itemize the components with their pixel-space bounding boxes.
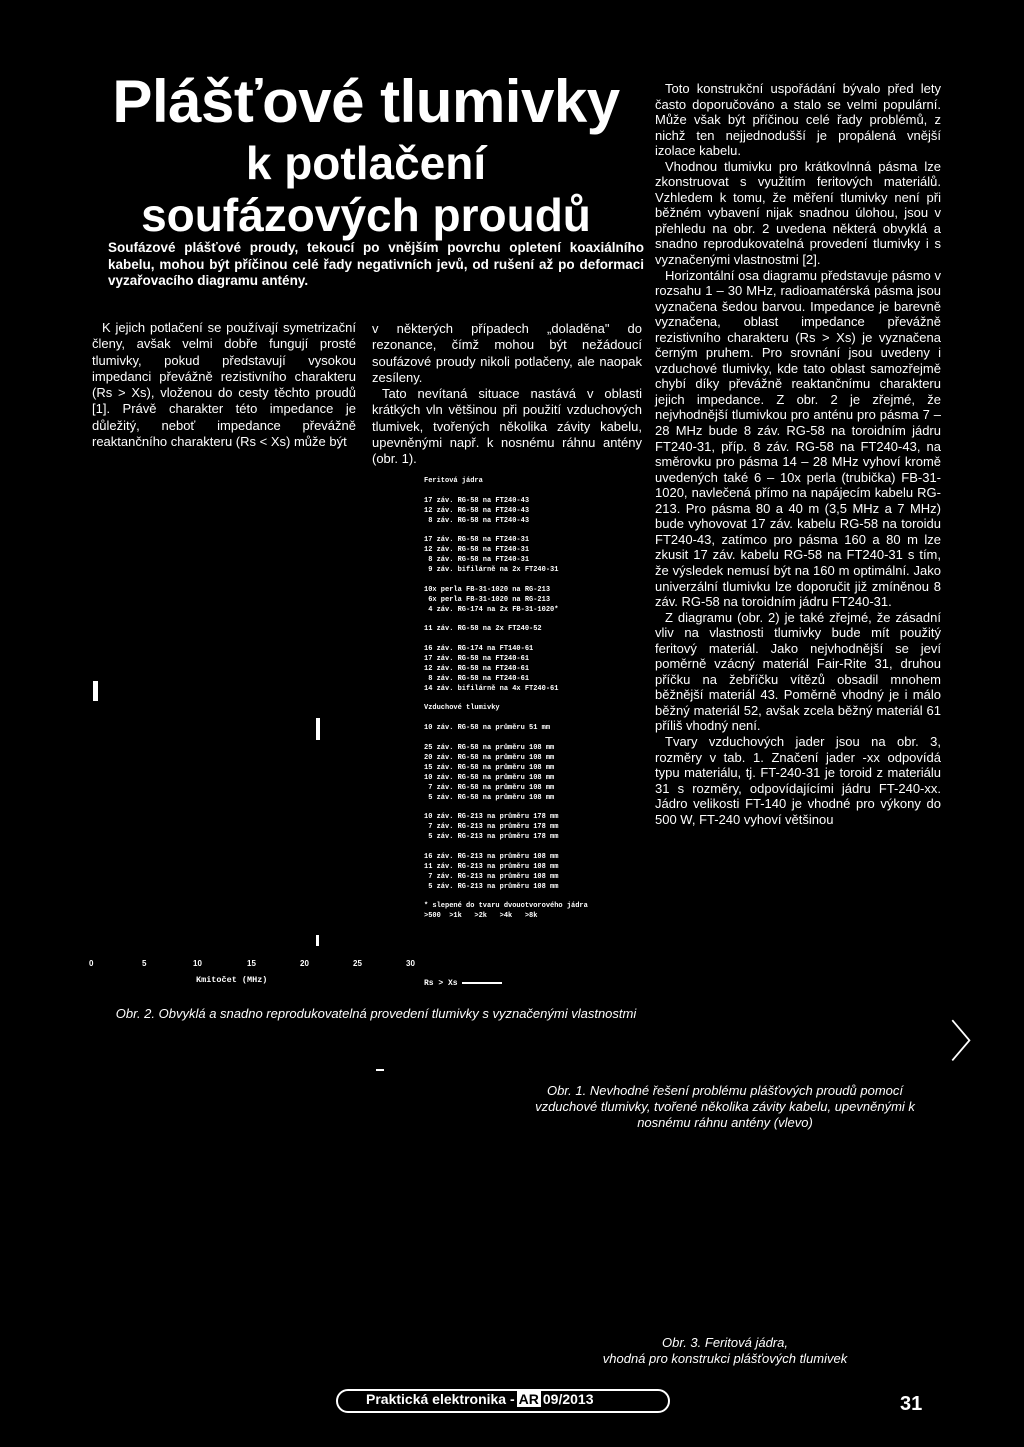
x-tick: 0: [89, 959, 94, 968]
issue-number: 09/2013: [542, 1391, 594, 1407]
chevron-right-icon: 〉: [950, 1018, 994, 1067]
legend-line: [424, 576, 654, 586]
legend-line: 14 záv. bifilárně na 4x FT240-61: [424, 684, 559, 693]
paragraph: Horizontální osa diagramu představuje pásmo v rozsahu 1 – 30 MHz, radioamatérská pásma jsou vyznačena šedou barvou. Impedance je barevně vyznačena, oblast impedance převážně rezistivního charakteru (Rs > Xs) je vyznačena černým pruhem. Pro srovnání jsou uvedeny i vzduchové tlumivky, kde tato oblast samozřejmě chybí díky převážně reaktančnímu charakteru jejich impedance. Z obr. 2 je zřejmé, že nejvhodnější tlumivkou pro anténu pro pásma 7 – 28 MHz bude 8 záv. RG-58 na toroidním jádru FT240-31, příp. 8 záv. RG-58 na FT240-43, na směrovku pro pásma 14 – 28 MHz vyhoví kromě uvedených také 6 – 10x perla (trubička) FB-31-1020, navlečená přímo na napájecím kabelu RG-213. Pro pásma 80 a 40 m (3,5 MHz a 7 MHz) bude vyhovovat 17 záv. kabelu RG-58 na toroidu FT240-43, zatímco pro pásma 160 a 80 m lze zkusit 17 záv. kabelu RG-58 na FT240-31 s tím, že výsledek nemusí být na 160 m optimální. Jako univerzální tlumivku lze doporučit již zmíněnou 8 záv. RG-58 na toroidním jádru FT240-31.: [655, 267, 941, 610]
magazine-ar: AR: [518, 1391, 539, 1407]
legend-line: [424, 695, 654, 705]
x-axis-label: Kmitočet (MHz): [196, 975, 268, 985]
legend-line: 8 záv. RG-58 na FT240-31: [424, 556, 530, 565]
legend-line: [424, 714, 654, 724]
paragraph: Z diagramu (obr. 2) je také zřejmé, že zásadní vliv na vlastnosti tlumivky bude mít použitý feritový materiál. Jako nejvhodnější se jeví poměrně vzácný materiál Fair-Rite 31, druhou příčku na žebříčku vítězů obsadil mnohem běžnější materiál 43. Poměrně vhodný je i málo běžný materiál 52, avšak zcela běžný materiál 61 příliš vhodný není.: [655, 609, 941, 734]
legend-line: 10x perla FB-31-1020 na RG-213: [424, 585, 551, 594]
caption-figure-1: Obr. 1. Nevhodné řešení problému plášťových proudů pomocí vzduchové tlumivky, tvořené několika závity kabelu, upevněnými k nosnému ráhnu antény (vlevo): [535, 1083, 915, 1130]
legend-line: 4 záv. RG-174 na 2x FB-31-1020*: [424, 605, 559, 614]
column-a: [92, 320, 356, 450]
legend-line: 25 záv. RG-58 na průměru 108 mm: [424, 744, 555, 753]
legend-line: * slepené do tvaru dvouotvorového jádra: [424, 902, 588, 911]
column-b: [372, 321, 642, 468]
legend-line: 6x perla FB-31-1020 na RG-213: [424, 595, 551, 604]
paragraph: K jejich potlačení se používají symetrizační členy, avšak velmi dobře fungují prosté tlumivky, pokud představují vysokou impedanci převážně rezistivního charakteru (Rs > Xs), vloženou do cesty těchto proudů [1]. Právě charakter této impedance je důležitý, neboť impedance převážně reaktančního charakteru (Rs < Xs) může být: [92, 320, 356, 450]
legend-line: 17 záv. RG-58 na FT240-31: [424, 536, 530, 545]
legend-line: 8 záv. RG-58 na FT240-61: [424, 674, 530, 683]
chart-bar: [316, 935, 319, 946]
legend-line: [424, 487, 654, 497]
paragraph: Tvary vzduchových jader jsou na obr. 3, rozměry v tab. 1. Značení jader -xx odpovídá typu materiálu, tj. FT-240-31 je toroid z materiálu 31 s rozměry, odpovídajícími jádru FT-240-xx. Jádro velikosti FT-140 je vhodné pro výkony do 500 W, FT-240 vyhoví většinou: [655, 733, 941, 827]
magazine-name: Praktická elektronika -: [366, 1391, 515, 1407]
paragraph: Toto konstrukční uspořádání bývalo před lety často doporučováno a stalo se velmi populární. Může však být příčinou celé řady problémů, z nichž ten nejjednodušší je propálená vnější izolace kabelu.: [655, 81, 941, 159]
legend-line: [424, 734, 654, 744]
legend-line: 17 záv. RG-58 na FT240-43: [424, 496, 530, 505]
rs-line: [462, 982, 502, 984]
figure-legend: [424, 477, 654, 922]
title-line-2: k potlačení: [245, 137, 487, 189]
legend-line: [424, 526, 654, 536]
legend-line: 16 záv. RG-174 na FT140-61: [424, 645, 534, 654]
legend-line: 11 záv. RG-213 na průměru 108 mm: [424, 862, 559, 871]
legend-line: 5 záv. RG-213 na průměru 178 mm: [424, 833, 559, 842]
legend-line: 12 záv. RG-58 na FT240-31: [424, 546, 530, 555]
x-tick: 20: [300, 959, 309, 968]
caption-line: vhodná pro konstrukci plášťových tlumivek: [602, 1351, 848, 1366]
title-line-3: soufázových proudů: [141, 189, 591, 241]
legend-line: >500 >1k >2k >4k >8k: [424, 912, 538, 921]
legend-line: 16 záv. RG-213 na průměru 108 mm: [424, 852, 559, 861]
legend-line: 15 záv. RG-58 na průměru 108 mm: [424, 763, 555, 772]
caption-line: Obr. 3. Feritová jádra,: [662, 1335, 788, 1350]
caption-figure-2: Obr. 2. Obvyklá a snadno reprodukovatelná provedení tlumivky s vyznačenými vlastnostmi: [115, 1006, 637, 1021]
legend-line: 8 záv. RG-58 na FT240-43: [424, 516, 530, 525]
legend-line: Feritová jádra: [424, 477, 483, 485]
legend-line: 10 záv. RG-213 na průměru 178 mm: [424, 813, 559, 822]
legend-line: [424, 892, 654, 902]
legend-line: 11 záv. RG-58 na 2x FT240-52: [424, 625, 542, 634]
x-tick: 15: [247, 959, 256, 968]
title-line-1: Plášťové tlumivky: [112, 68, 620, 135]
x-tick: 25: [353, 959, 362, 968]
x-tick: 30: [406, 959, 415, 968]
legend-line: [424, 843, 654, 853]
rs-legend: [424, 979, 502, 988]
column-c: [655, 81, 941, 827]
legend-line: Vzduchové tlumivky: [424, 704, 500, 713]
legend-line: 5 záv. RG-213 na průměru 108 mm: [424, 882, 559, 891]
chart-bar: [93, 681, 98, 701]
legend-line: 5 záv. RG-58 na průměru 108 mm: [424, 793, 555, 802]
legend-line: 17 záv. RG-58 na FT240-61: [424, 655, 530, 664]
footer-text: [366, 1391, 593, 1407]
legend-line: 7 záv. RG-58 na průměru 108 mm: [424, 783, 555, 792]
legend-line: 12 záv. RG-58 na FT240-61: [424, 664, 530, 673]
paragraph: v některých případech „doladěna" do rezonance, čímž mohou být nežádoucí soufázové proudy nikoli potlačeny, ale naopak zesíleny.: [372, 321, 642, 385]
legend-line: 10 záv. RG-58 na průměru 51 mm: [424, 724, 551, 733]
rs-label: Rs > Xs: [424, 979, 458, 988]
caption-figure-3: [560, 1335, 890, 1367]
legend-line: 12 záv. RG-58 na FT240-43: [424, 506, 530, 515]
chart-bar: [316, 718, 320, 740]
legend-line: [424, 635, 654, 645]
lead-paragraph: Soufázové plášťové proudy, tekoucí po vnějším povrchu opletení koaxiálního kabelu, mohou být příčinou celé řady negativních jevů, od rušení až po deformaci vyzařovacího diagramu antény.: [108, 240, 644, 288]
legend-line: 7 záv. RG-213 na průměru 108 mm: [424, 872, 559, 881]
legend-line: 9 záv. bifilárně na 2x FT240-31: [424, 566, 559, 575]
x-tick: 10: [193, 959, 202, 968]
legend-line: [424, 615, 654, 625]
legend-line: 10 záv. RG-58 na průměru 108 mm: [424, 773, 555, 782]
legend-line: 7 záv. RG-213 na průměru 178 mm: [424, 823, 559, 832]
page-number: 31: [900, 1393, 923, 1415]
paragraph: Tato nevítaná situace nastává v oblasti krátkých vln většinou při použití vzduchových tlumivek, tvořených několika závity kabelu, upevněnými např. k nosnému ráhnu antény (obr. 1).: [372, 386, 642, 467]
paragraph: Vhodnou tlumivku pro krátkovlnná pásma lze zkonstruovat s využitím feritových materiálů. Vzhledem k tomu, že měření tlumivky není při běžném vybavení nijak snadnou úlohou, jsou v přehledu na obr. 2 uvedena některá obvyklá a snadno reprodukovatelná provedení tlumivky i s vyznačenými vlastnostmi [2].: [655, 158, 941, 268]
legend-line: [424, 803, 654, 813]
legend-line: 20 záv. RG-58 na průměru 108 mm: [424, 753, 555, 762]
dash-mark: [376, 1069, 384, 1071]
x-tick: 5: [142, 959, 147, 968]
